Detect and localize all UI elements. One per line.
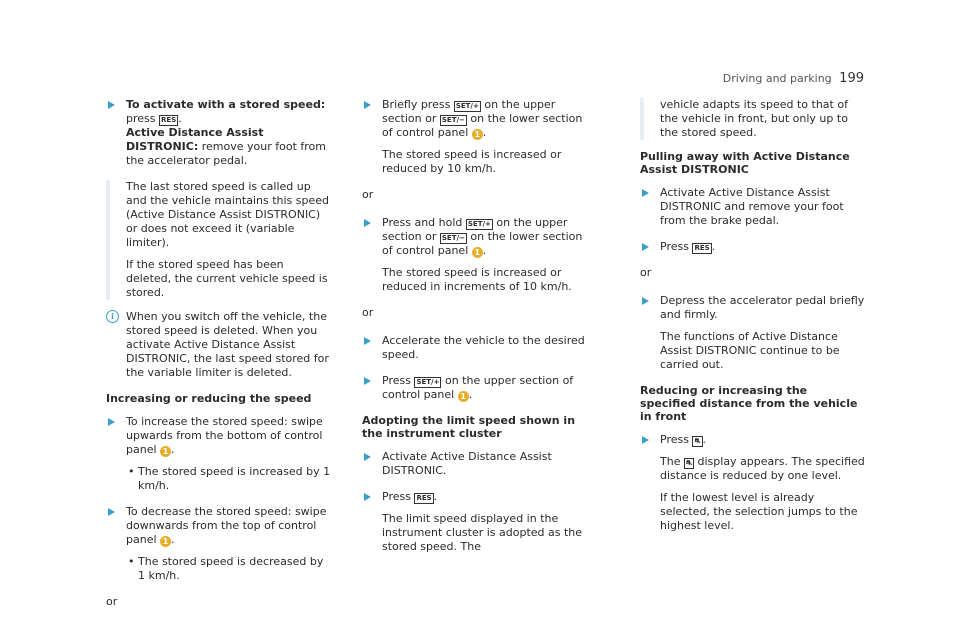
column-2 [362,98,587,566]
step-press-res: Press RES . [640,240,865,254]
step-arrow-icon [108,101,115,109]
section-heading: Adopting the limit speed shown in the instrument cluster [362,414,576,440]
step-arrow-icon [364,493,371,501]
callout-marker: 1 [458,391,469,402]
page-number: 199 [839,71,864,86]
paragraph: Accelerate the vehicle to the desired speed. [382,334,585,361]
continuation [640,98,865,140]
step-press-and-hold: Press and hold SET/+ on the upper section or SET/− on the lower section of control panel 1 . The stored speed is increased or reduced in increments of 10 km/h. [362,216,587,294]
info-note [106,310,331,380]
step-arrow-icon [642,297,649,305]
distance-display-icon: ⛐ [685,459,693,467]
or-separator: or [362,306,374,319]
set-minus-button-icon: SET/− [441,234,465,242]
distance-button-icon: ⛐ [694,437,701,445]
step-lead: Active Distance Assist DISTRONIC: [126,126,264,153]
set-minus-button-icon: SET/− [441,116,465,124]
set-plus-button-icon: SET/+ [467,220,491,228]
step-increase-speed: To increase the stored speed: swipe upwards from the bottom of control panel 1 . • The stored speed is increased by 1 km/h. [106,415,331,493]
paragraph: The last stored speed is called up and the vehicle maintains this speed (Active Distance Assist DISTRONIC) or does not exceed it (variable limiter). [126,180,330,249]
paragraph: The stored speed is increased or reduced by 10 km/h. [382,148,562,175]
step-arrow-icon [364,337,371,345]
set-plus-button-icon: SET/+ [416,378,440,386]
section-title: Driving and parking [722,72,832,85]
step-decrease-speed: To decrease the stored speed: swipe downwards from the top of control panel 1 . • The stored speed is decreased by 1 km/h. [106,505,331,583]
step-arrow-icon [642,243,649,251]
list-item: • The stored speed is increased by 1 km/h. [126,465,331,493]
paragraph: If the stored speed has been deleted, the current vehicle speed is stored. [126,258,328,299]
section-heading: Increasing or reducing the speed [106,392,312,405]
res-button-icon: RES [694,244,710,252]
paragraph: The limit speed displayed in the instrument cluster is adopted as the stored speed. The [382,512,583,553]
step-press-set: Press SET/+ on the upper section of control panel 1 . [362,374,587,402]
step-arrow-icon [364,101,371,109]
page-header [723,72,864,86]
paragraph: Depress the accelerator pedal briefly and firmly. [660,294,865,321]
step-press-res: Press RES . The limit speed displayed in the instrument cluster is adopted as the stored speed. The [362,490,587,554]
continuation [106,180,331,300]
step-activate-stored-speed: To activate with a stored speed: press RES . Active Distance Assist DISTRONIC: remove your foot from the accelerator pedal. [106,98,331,168]
column-1 [106,98,331,623]
step-lead: To activate with a stored speed: [126,98,326,111]
step-arrow-icon [364,453,371,461]
paragraph: If the lowest level is already selected, the selection jumps to the highest level. [660,491,858,532]
paragraph: The functions of Active Distance Assist DISTRONIC continue to be carried out. [660,330,840,371]
list-item: • The stored speed is decreased by 1 km/h. [126,555,331,583]
res-button-icon: RES [416,494,432,502]
step-arrow-icon [642,436,649,444]
callout-marker: 1 [472,247,483,258]
or-separator: or [106,595,118,608]
or-separator: or [362,188,374,201]
step-arrow-icon [108,508,115,516]
step-briefly-press: Briefly press SET/+ on the upper section or SET/− on the lower section of control panel 1 . The stored speed is increased or reduced by 10 km/h. [362,98,587,176]
step-activate-distronic [362,450,587,478]
paragraph: The stored speed is increased or reduced in increments of 10 km/h. [382,266,572,293]
callout-marker: 1 [160,536,171,547]
paragraph: vehicle adapts its speed to that of the vehicle in front, but only up to the stored speed. [660,98,848,139]
step-arrow-icon [108,418,115,426]
callout-marker: 1 [472,129,483,140]
step-depress-accelerator [640,294,865,372]
or-separator: or [640,266,652,279]
step-accelerate [362,334,587,362]
step-press-distance: Press ⛐ . The ⛐ display appears. The specified distance is reduced by one level. If the lowest level is already selected, the selection jumps to the highest level. [640,433,865,533]
step-arrow-icon [642,189,649,197]
step-activate-and-release [640,186,865,228]
step-arrow-icon [364,377,371,385]
paragraph: Activate Active Distance Assist DISTRONIC and remove your foot from the brake pedal. [660,186,844,227]
step-arrow-icon [364,219,371,227]
info-icon: i [106,310,119,323]
note-text: When you switch off the vehicle, the stored speed is deleted. When you activate Active Distance Assist DISTRONIC, the last speed stored for the variable limiter is deleted. [126,310,329,379]
column-3 [640,98,865,545]
res-button-icon: RES [161,116,177,124]
section-heading: Pulling away with Active Distance Assist DISTRONIC [640,150,850,176]
set-plus-button-icon: SET/+ [455,102,479,110]
paragraph: Activate Active Distance Assist DISTRONIC. [382,450,552,477]
section-heading: Reducing or increasing the specified distance from the vehicle in front [640,384,858,423]
callout-marker: 1 [160,446,171,457]
